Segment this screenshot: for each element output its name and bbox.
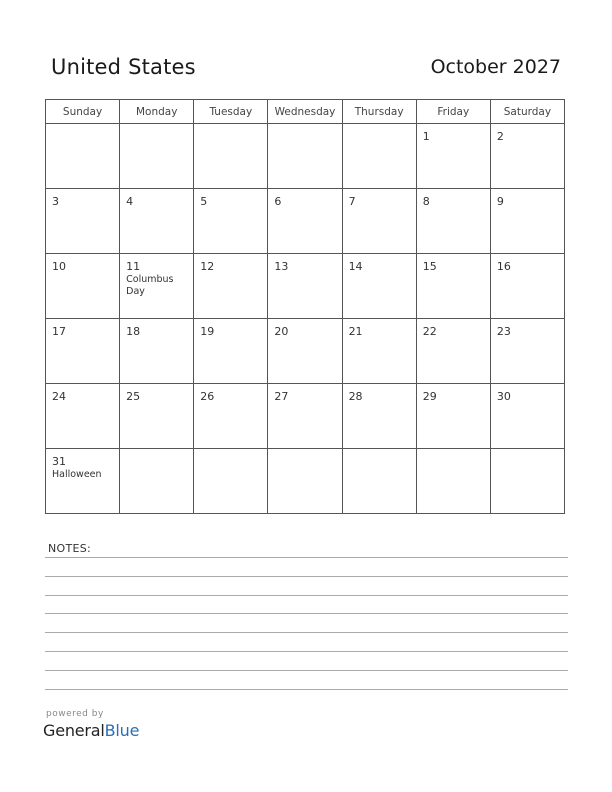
brand-general: General	[43, 721, 105, 740]
day-cell	[342, 384, 416, 449]
day-number: 10	[52, 260, 66, 273]
weekday-header-row	[46, 100, 565, 124]
day-cell	[268, 124, 342, 189]
day-cell	[46, 384, 120, 449]
day-number: 21	[348, 325, 363, 338]
day-number: 30	[496, 390, 511, 403]
note-line	[45, 651, 568, 652]
day-number: 25	[126, 390, 141, 403]
day-number: 29	[422, 390, 437, 403]
day-cell	[268, 319, 342, 384]
brand-logo	[43, 721, 139, 740]
day-number: 16	[496, 260, 511, 273]
country-title: United States	[51, 55, 196, 79]
day-cell	[416, 254, 490, 319]
day-number: 1	[422, 130, 430, 143]
day-cell	[490, 254, 564, 319]
day-cell	[120, 189, 194, 254]
note-line	[45, 595, 568, 596]
day-number: 18	[126, 325, 141, 338]
day-cell	[490, 449, 564, 514]
day-cell	[46, 124, 120, 189]
day-cell	[46, 319, 120, 384]
day-number: 23	[496, 325, 511, 338]
day-cell	[342, 254, 416, 319]
week-row	[46, 254, 565, 319]
powered-by-text: powered by	[46, 709, 104, 719]
weekday-thursday: Thursday	[342, 100, 416, 124]
week-row	[46, 189, 565, 254]
notes-label: NOTES:	[48, 542, 92, 555]
day-cell	[120, 124, 194, 189]
brand-blue: Blue	[104, 721, 140, 740]
month-title: October 2027	[430, 56, 561, 78]
day-cell	[194, 254, 268, 319]
day-number: 3	[52, 195, 59, 208]
day-cell	[490, 319, 564, 384]
note-line	[45, 576, 568, 577]
day-number: 31	[52, 455, 66, 468]
day-cell	[268, 189, 342, 254]
weekday-tuesday: Tuesday	[194, 100, 268, 124]
day-number: 20	[274, 325, 289, 338]
day-cell	[490, 384, 564, 449]
day-number: 27	[274, 390, 289, 403]
day-cell	[416, 319, 490, 384]
day-number: 15	[422, 260, 437, 273]
day-number: 19	[200, 325, 215, 338]
day-number: 28	[348, 390, 363, 403]
day-cell	[490, 189, 564, 254]
day-cell	[342, 449, 416, 514]
week-row	[46, 449, 565, 514]
day-cell	[120, 319, 194, 384]
holiday-label: Columbus Day	[126, 274, 174, 297]
weekday-saturday: Saturday	[490, 100, 564, 124]
weekday-friday: Friday	[416, 100, 490, 124]
day-cell	[194, 124, 268, 189]
day-number: 22	[422, 325, 437, 338]
note-line	[45, 632, 568, 633]
day-number: 4	[126, 195, 134, 208]
day-cell	[342, 124, 416, 189]
week-row	[46, 384, 565, 449]
day-number: 26	[200, 390, 215, 403]
day-cell	[194, 449, 268, 514]
day-number: 9	[496, 195, 504, 208]
week-row	[46, 319, 565, 384]
day-cell	[342, 319, 416, 384]
day-number: 5	[200, 195, 208, 208]
weekday-wednesday: Wednesday	[268, 100, 342, 124]
day-number: 13	[274, 260, 289, 273]
day-cell	[268, 384, 342, 449]
day-cell	[342, 189, 416, 254]
day-cell	[416, 449, 490, 514]
holiday-label: Halloween	[52, 469, 102, 480]
day-cell	[120, 449, 194, 514]
note-line	[45, 670, 568, 671]
day-cell	[194, 189, 268, 254]
day-number: 12	[200, 260, 215, 273]
day-cell	[120, 384, 194, 449]
day-cell	[120, 254, 194, 319]
day-cell	[46, 254, 120, 319]
day-cell	[490, 124, 564, 189]
day-number: 2	[496, 130, 504, 143]
note-line	[45, 689, 568, 690]
calendar-grid	[45, 99, 565, 514]
day-cell	[46, 449, 120, 514]
week-row	[46, 124, 565, 189]
day-number: 8	[422, 195, 430, 208]
day-number: 17	[52, 325, 66, 338]
day-cell	[46, 189, 120, 254]
weekday-monday: Monday	[120, 100, 194, 124]
day-cell	[268, 449, 342, 514]
day-cell	[194, 319, 268, 384]
day-number: 6	[274, 195, 282, 208]
note-line	[45, 613, 568, 614]
weekday-sunday: Sunday	[46, 100, 120, 124]
day-number: 24	[52, 390, 66, 403]
day-cell	[268, 254, 342, 319]
day-number: 14	[348, 260, 363, 273]
note-line	[45, 557, 568, 558]
day-number: 11	[126, 260, 141, 273]
day-cell	[194, 384, 268, 449]
day-cell	[416, 124, 490, 189]
day-cell	[416, 189, 490, 254]
day-number: 7	[348, 195, 356, 208]
day-cell	[416, 384, 490, 449]
